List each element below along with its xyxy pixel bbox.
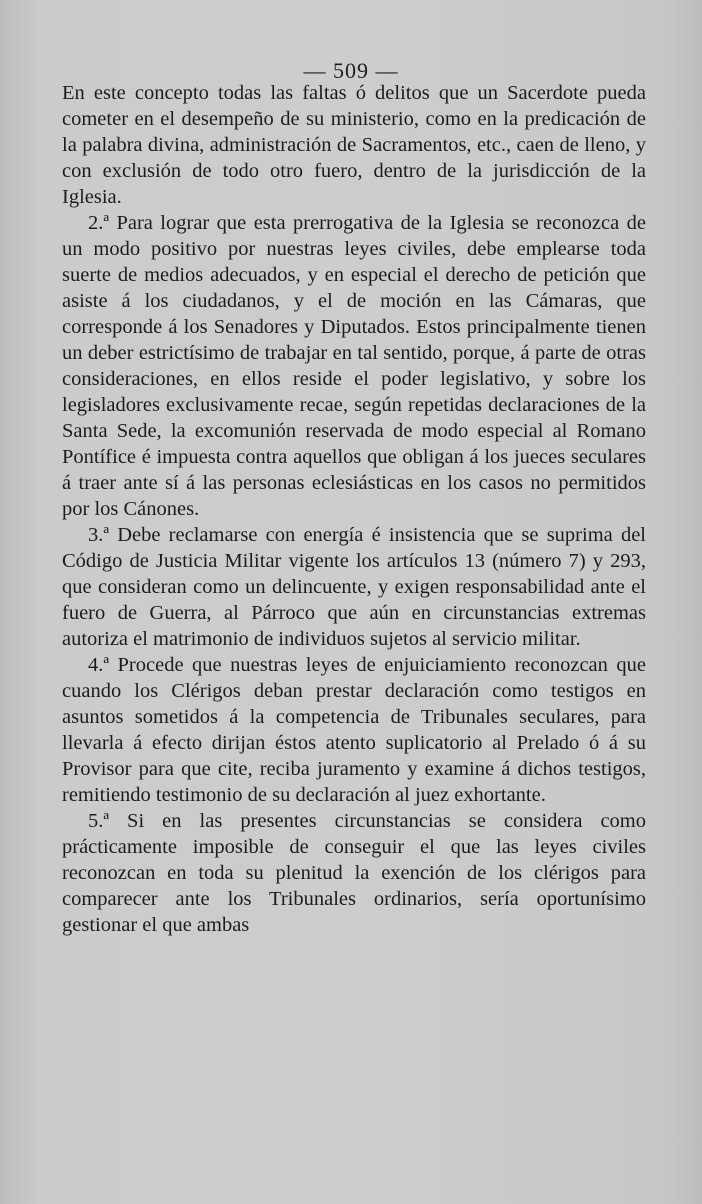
paragraph-item-3: 3.ª Debe reclamarse con energía é insistencia que se suprima del Código de Justicia Militar vigente los artículos 13 (número 7) y 293, que consideran como un delincuente, y exigen responsabilidad ante el fuero de Guerra, al Párroco que aún en circunstancias extremas autoriza el matrimonio de individuos sujetos al servicio militar. <box>62 524 646 650</box>
paragraph-item-5: 5.ª Si en las presentes circunstancias se considera como prácticamente imposible de conseguir el que las leyes civiles reconozcan en toda su plenitud la exención de los clérigos para comparecer ante los Tribunales ordinarios, sería oportunísimo gestionar el que ambas <box>62 810 646 936</box>
body-text <box>62 80 646 938</box>
paragraph-intro: En este concepto todas las faltas ó delitos que un Sacerdote pueda cometer en el desempeño de su ministerio, como en la predicación de la palabra divina, administración de Sacramentos, etc., caen de lleno, y con exclusión de todo otro fuero, dentro de la jurisdicción de la Iglesia. <box>62 82 646 208</box>
page-number: — 509 — <box>303 58 399 83</box>
paragraph-item-4: 4.ª Procede que nuestras leyes de enjuiciamiento reconozcan que cuando los Clérigos deban prestar declaración como testigos en asuntos sometidos á la competencia de Tribunales seculares, para llevarla á efecto dirijan éstos atento suplicatorio al Prelado ó á su Provisor para que cite, reciba juramento y examine á dichos testigos, remitiendo testimonio de su declaración al juez exhortante. <box>62 654 646 806</box>
paragraph-item-2: 2.ª Para lograr que esta prerrogativa de la Iglesia se reconozca de un modo positivo por nuestras leyes civiles, debe emplearse toda suerte de medios adecuados, y en especial el derecho de petición que asiste á los ciudadanos, y el de moción en las Cámaras, que corresponde á los Senadores y Diputados. Estos principalmente tienen un deber estrictísimo de trabajar en tal sentido, porque, á parte de otras consideraciones, en ellos reside el poder legislativo, y sobre los legisladores exclusivamente recae, según repetidas declaraciones de la Santa Sede, la excomunión reservada de modo especial al Romano Pontífice é impuesta contra aquellos que obligan á los jueces seculares á traer ante sí á las personas eclesiásticas en los casos no permitidos por los Cánones. <box>62 212 646 520</box>
